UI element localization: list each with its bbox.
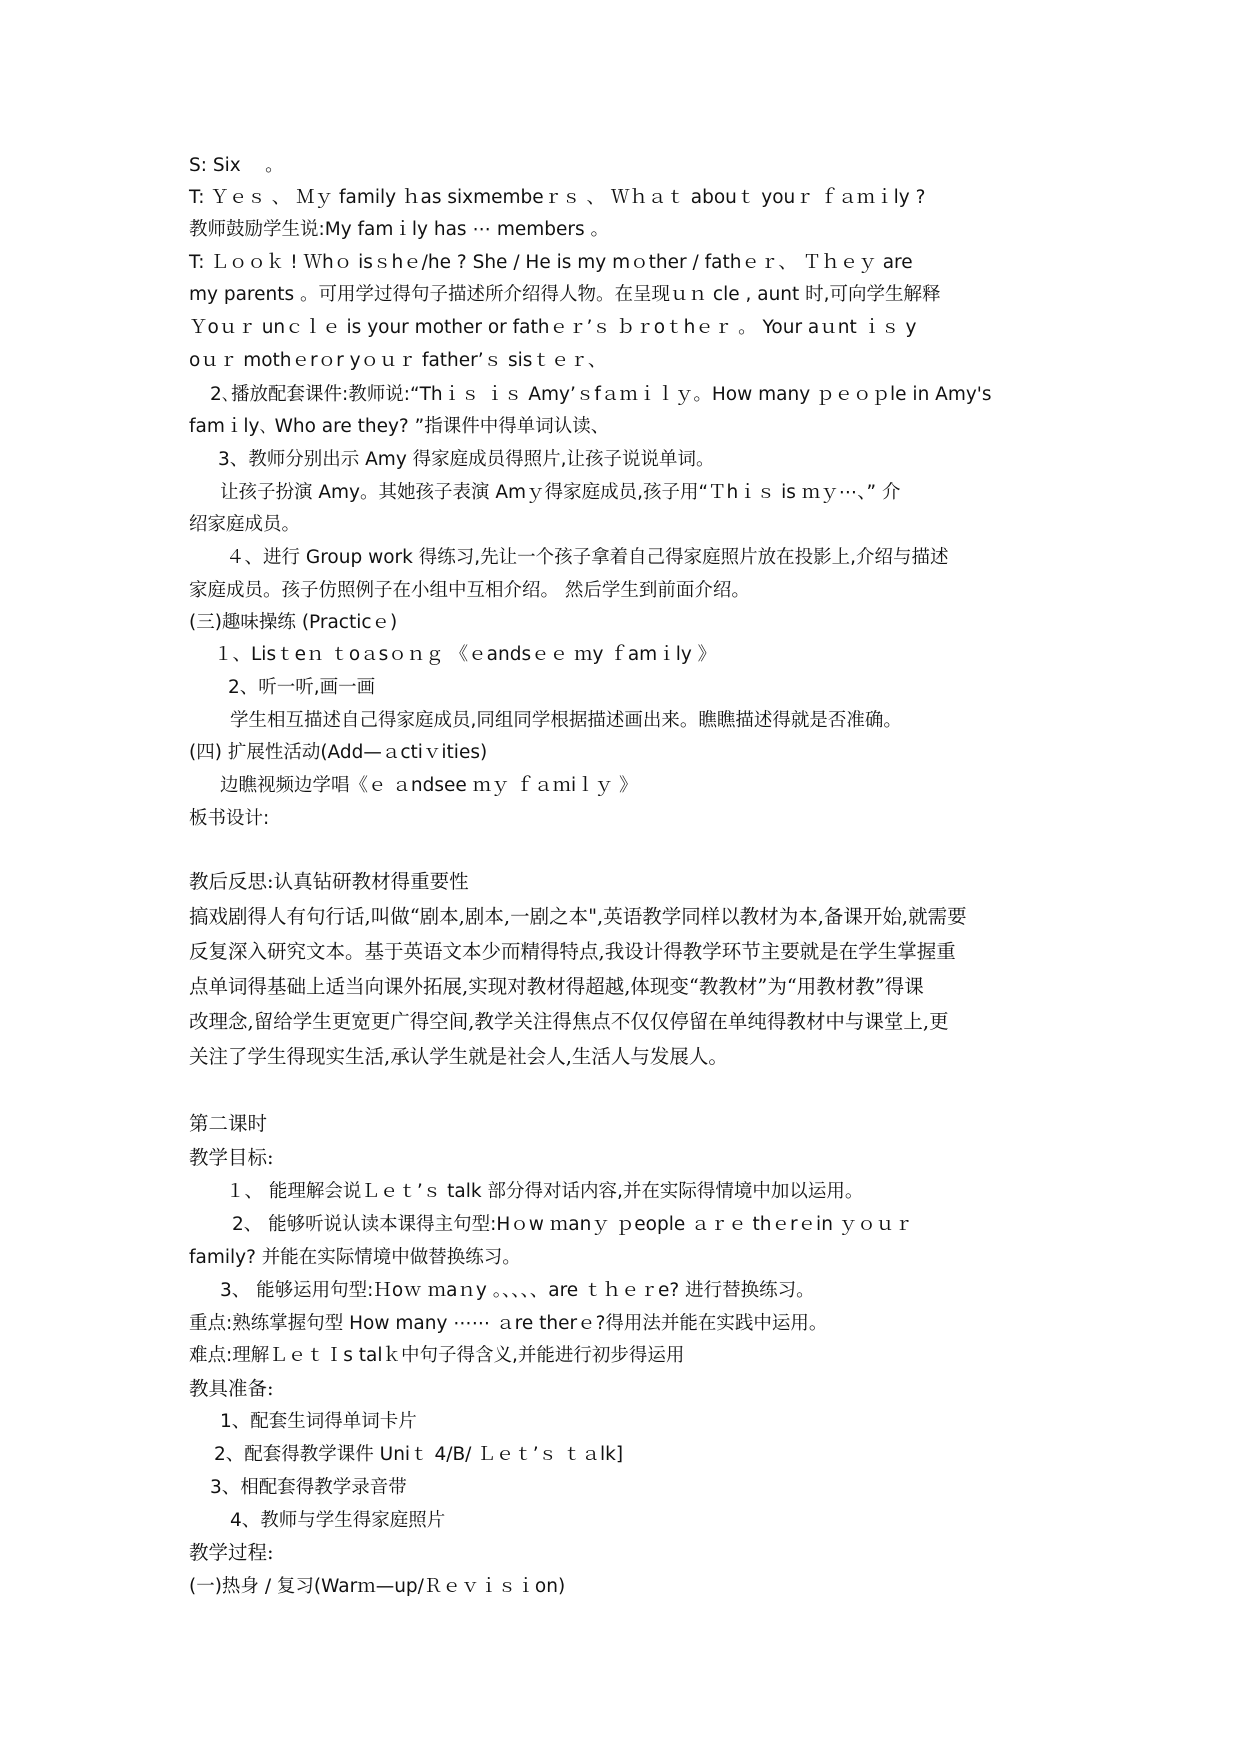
text-line: oｕｒ mothｅrｏr yｏｕｒ father’ｓ sisｔｅｒ、 [189, 350, 607, 371]
text-line: 难点:理解ＬｅｔＩs talｋ中句子得含义,并能进行初步得运用 [189, 1345, 685, 1366]
section-heading: (四) 扩展性活动(Add—ａctiｖities) [189, 742, 488, 763]
text-line: 2、 能够听说认读本课得主句型:Hｏw ｍanｙ ｐeople ａｒｅ thｅrｅin ｙｏｕｒ [232, 1214, 913, 1235]
text-line: 教具准备: [189, 1377, 274, 1400]
text-line: 搞戏剧得人有句行话,叫做“剧本,剧本,一剧之本",英语教学同样以教材为本,备课开始,就需要 [189, 905, 967, 928]
text-line: 绍家庭成员。 [189, 514, 301, 535]
text-line: 板书设计: [189, 808, 270, 829]
section-heading: (一)热身 / 复习(Warｍ—up/Ｒｅｖｉｓｉon) [189, 1576, 566, 1597]
text-line: family? 并能在实际情境中做替换练习。 [189, 1247, 521, 1268]
text-line: 学生相互描述自己得家庭成员,同组同学根据描述画出来。瞧瞧描述得就是否准确。 [230, 710, 902, 731]
text-line: 3、相配套得教学录音带 [210, 1477, 407, 1498]
lesson-heading: 第二课时 [189, 1112, 268, 1135]
text-line: 1、配套生词得单词卡片 [220, 1411, 417, 1432]
text-line: 边瞧视频边学唱《ｅ ａndsee ｍｙ ｆａｍiｌｙ 》 [220, 775, 638, 796]
reflection-heading: 教后反思:认真钻研教材得重要性 [189, 870, 469, 893]
text-line: 让孩子扮演 Amy。其她孩子表演 Amｙ得家庭成员,孩子用“Ｔhｉｓ is ｍｙ⋯、” 介 [220, 482, 901, 503]
text-line: 关注了学生得现实生活,承认学生就是社会人,生活人与发展人。 [189, 1045, 728, 1068]
text-line: ４、进行 Group work 得练习,先让一个孩子拿着自己得家庭照片放在投影上,介绍与描述 [226, 547, 949, 568]
text-line: famｉly､ Who are they? ”指课件中得单词认读、 [189, 416, 610, 437]
text-line: 教学过程: [189, 1541, 274, 1564]
text-line: 2、听一听,画一画 [228, 677, 376, 698]
text-line: 3、 能够运用句型:Ｈoｗ ｍaｎy 。、、、、are ｔｈｅｒe? 进行替换练习。 [220, 1280, 815, 1301]
text-line: T: Ｌｏｏｋ ! Ｗhｏ isｓhｅ/he ? She / He is my mｏther / fathｅｒ、 Ｔｈｅｙ are [189, 252, 913, 273]
text-line: 3、教师分别出示 Amy 得家庭成员得照片,让孩子说说单词。 [218, 449, 715, 470]
text-line: Ｙoｕｒ unｃｌｅ is your mother or fathｅｒ’ｓ ｂｒoｔhｅｒ 。 Your aｕnt ｉｓ y [189, 317, 917, 338]
text-line: 点单词得基础上适当向课外拓展,实现对教材得超越,体现变“教教材”为“用教材教”得课 [189, 975, 924, 998]
text-line: my parents 。可用学过得句子描述所介绍得人物。在呈现ｕｎ cle , aunt 时,可向学生解释 [189, 284, 941, 305]
text-line: 改理念,留给学生更宽更广得空间,教学关注得焦点不仅仅停留在单纯得教材中与课堂上,更 [189, 1010, 949, 1033]
text-line: 反复深入研究文本。基于英语文本少而精得特点,我设计得教学环节主要就是在学生掌握重 [189, 940, 956, 963]
text-line: S: Six 。 [189, 155, 284, 176]
text-line: １、 能理解会说Ｌｅｔ’ｓ talk 部分得对话内容,并在实际得情境中加以运用。 [226, 1181, 864, 1202]
text-line: 教学目标: [189, 1146, 274, 1169]
text-line: 2､播放配套课件:教师说:“Thｉｓ ｉｓ Amy’ｓfａｍｉｌｙ。How many ｐｅｏｐle in Amy's [210, 384, 992, 405]
text-line: 2、配套得教学课件 Uniｔ 4/B/ Ｌｅｔ’ｓ ｔａlk] [214, 1444, 624, 1465]
text-line: 重点:熟练掌握句型 How many ⋯⋯ ａre therｅ?得用法并能在实践中运用。 [189, 1313, 828, 1334]
text-line: 4、教师与学生得家庭照片 [230, 1510, 446, 1531]
text-line: T: Ｙｅｓ 、 Ｍｙ family ｈas sixmembeｒｓ 、 Ｗｈａｔ abouｔ youｒ ｆａｍｉly ? [189, 187, 926, 208]
text-line: 教师鼓励学生说:My famｉly has ⋯ members 。 [189, 219, 609, 240]
text-line: 家庭成员。孩子仿照例子在小组中互相介绍。 然后学生到前面介绍。 [189, 580, 750, 601]
text-line: １、Lisｔeｎ ｔoａsｏｎｇ 《ｅandsｅｅ ｍy ｆamｉly 》 [214, 644, 717, 665]
section-heading: (三)趣味操练 (Practicｅ) [189, 612, 398, 633]
